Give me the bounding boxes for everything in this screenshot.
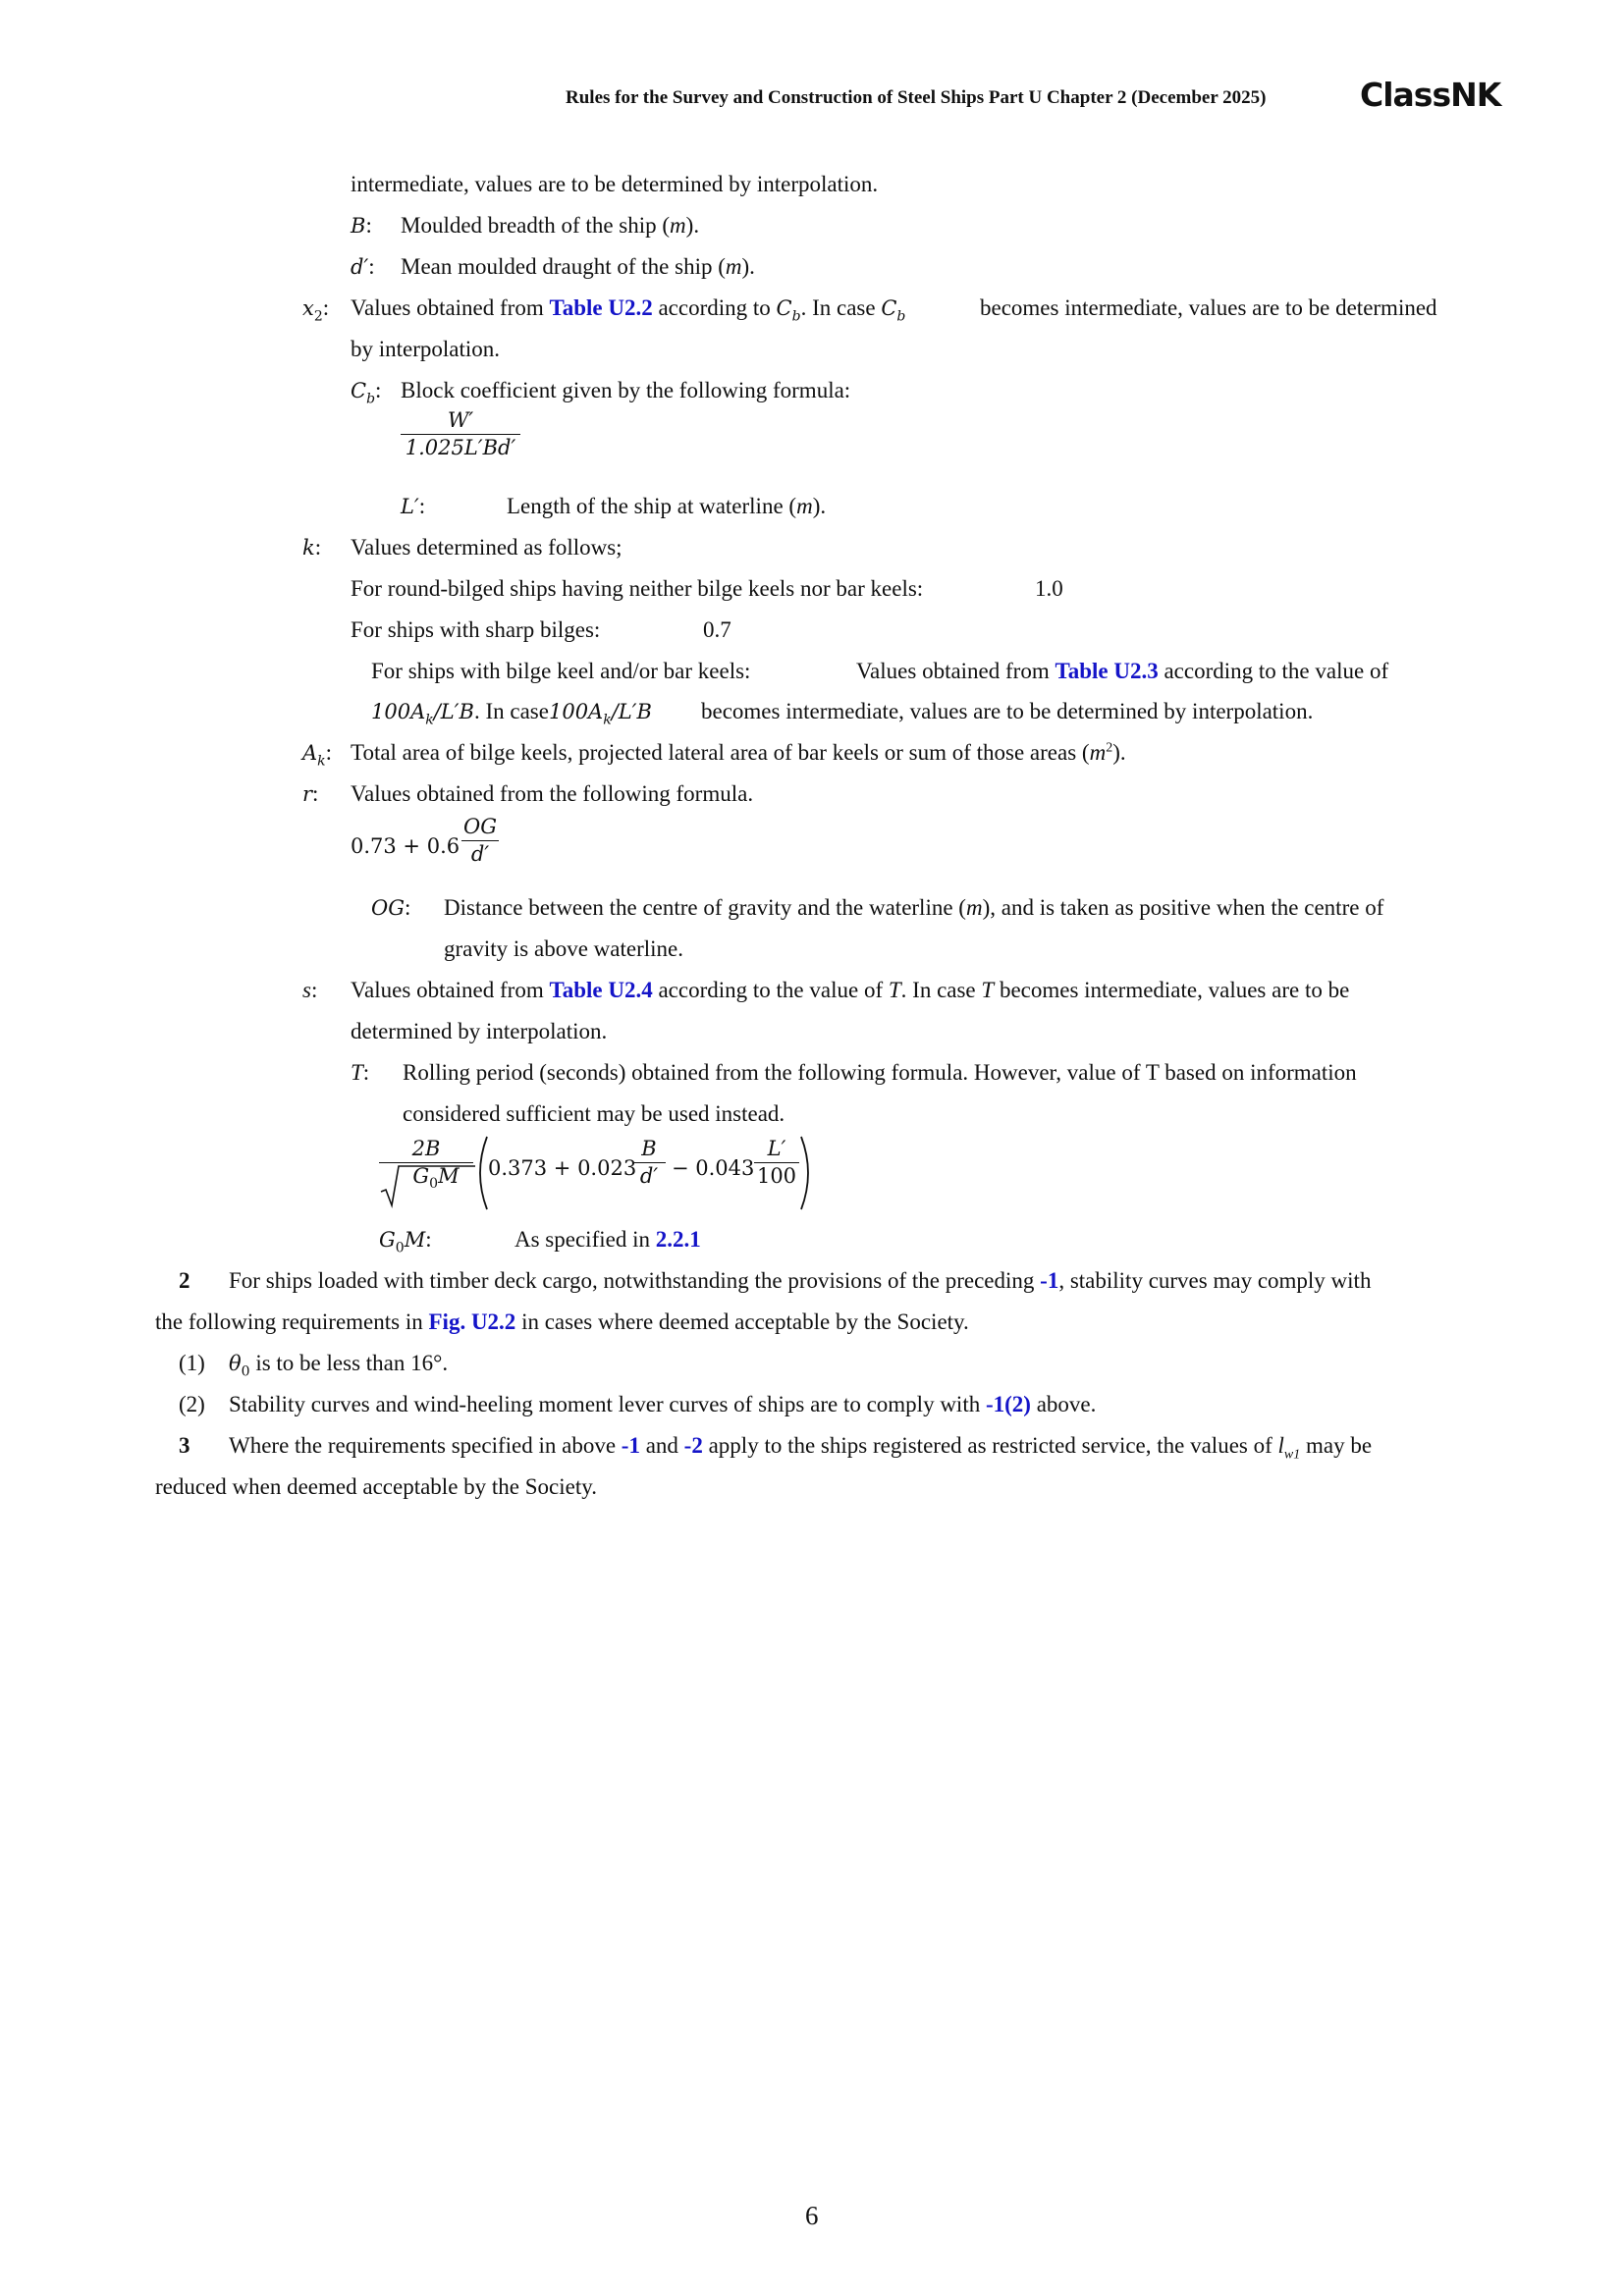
def-T-text: Rolling period (seconds) obtained from the following formula. However, value of T based on information [403, 1060, 1357, 1085]
k-sharp-bilges: For ships with sharp bilges: [351, 617, 601, 642]
para-3-line2: reduced when deemed acceptable by the Society. [155, 1474, 597, 1499]
para-3-number: 3 [179, 1433, 190, 1458]
k-sharp-value: 0.7 [703, 617, 731, 642]
item-1-number: (1) [179, 1351, 205, 1375]
def-d: d′: [351, 254, 375, 279]
item-1-text: $\theta_0$ is to be less than 16°. [229, 1351, 449, 1380]
link-minus-1[interactable]: -1 [621, 1433, 640, 1458]
running-header: Rules for the Survey and Construction of Steel Ships Part U Chapter 2 (December 2025) [566, 87, 1267, 108]
text-line: intermediate, values are to be determined by interpolation. [351, 172, 879, 196]
def-og-text2: gravity is above waterline. [444, 936, 683, 961]
link-minus-1[interactable]: -1 [1040, 1268, 1059, 1293]
def-s: s: [302, 978, 318, 1002]
formula-T-term2: − 0.043 [672, 1156, 755, 1180]
link-table-u2-2[interactable]: Table U2.2 [549, 295, 653, 320]
def-g0m-text: As specified in 2.2.1 [514, 1227, 701, 1252]
k-bilge-keels-line2-end: becomes intermediate, values are to be determined by interpolation. [701, 699, 1314, 723]
right-paren [799, 1135, 815, 1211]
para-3-line1: Where the requirements specified in above -1 and -2 apply to the ships registered as restricted service, the values of $l_{w1}$ may be [229, 1433, 1373, 1463]
k-round-bilged: For round-bilged ships having neither bilge keels nor bar keels: [351, 576, 924, 601]
def-k-text: Values determined as follows; [351, 535, 623, 560]
text-line: determined by interpolation. [351, 1019, 608, 1043]
k-bilge-keels-value: Values obtained from Table U2.3 according to the value of [856, 659, 1389, 683]
formula-T-lead-fraction: 2B $G_0M$ [379, 1139, 473, 1191]
def-L: L′: [401, 494, 426, 518]
para-2-number: 2 [179, 1268, 190, 1293]
def-r: r: [302, 781, 319, 806]
def-r-text: Values obtained from the following formula. [351, 781, 754, 806]
link-table-u2-3[interactable]: Table U2.3 [1055, 659, 1159, 683]
para-2-line2: the following requirements in Fig. U2.2 in cases where deemed acceptable by the Society. [155, 1309, 969, 1334]
def-g0m: $G_0M$: [379, 1227, 432, 1256]
link-minus-2[interactable]: -2 [683, 1433, 703, 1458]
page-number: 6 [805, 2201, 819, 2230]
def-x2: $x_2$: [302, 295, 330, 325]
def-cb: $C_b$: [351, 378, 382, 407]
link-2-2-1[interactable]: 2.2.1 [655, 1227, 701, 1252]
k-round-value: 1.0 [1035, 576, 1063, 601]
def-T-text2: considered sufficient may be used instead. [403, 1101, 785, 1126]
formula-T-L-over-100: L′ 100 [754, 1139, 799, 1187]
def-x2-text: Values obtained from Table U2.2 according to $C_b$. In case $C_b$ [351, 295, 906, 325]
def-L-text: Length of the ship at waterline (m). [507, 494, 827, 518]
k-bilge-keels: For ships with bilge keel and/or bar keels: [371, 659, 751, 683]
def-x2-text-end: becomes intermediate, values are to be determined [980, 295, 1437, 320]
formula-T-term1: 0.373 + 0.023 [488, 1156, 637, 1180]
link-fig-u2-2[interactable]: Fig. U2.2 [428, 1309, 516, 1334]
def-ak-text: Total area of bilge keels, projected lateral area of bar keels or sum of those areas $(m^2)$. [351, 740, 1126, 765]
def-T: T: [351, 1060, 370, 1085]
formula-r-lhs: 0.73 + 0.6 [351, 834, 460, 858]
def-d-text: Mean moulded draught of the ship (m). [401, 254, 755, 279]
link-minus-1-2[interactable]: -1(2) [985, 1392, 1031, 1416]
def-og-text: Distance between the centre of gravity and the waterline (m), and is taken as positive when the centre of [444, 895, 1384, 920]
def-B: B: [351, 213, 372, 238]
classnk-logo: ClassNK [1360, 76, 1501, 114]
formula-T-B-over-d: B d′ [632, 1139, 666, 1187]
item-2-text: Stability curves and wind-heeling moment lever curves of ships are to comply with -1(2) above. [229, 1392, 1097, 1416]
def-s-text: Values obtained from Table U2.4 according to the value of T. In case T becomes intermediate, values are to be [351, 978, 1350, 1002]
item-2-number: (2) [179, 1392, 205, 1416]
k-bilge-keels-line2: $100A_k/L'B$. In $case100A_k/L'B$ [371, 699, 652, 728]
sqrt-sign [379, 1162, 477, 1209]
formula-cb: W′ 1.025L′Bd′ [401, 410, 520, 458]
def-og: OG: [371, 895, 411, 920]
def-cb-text: Block coefficient given by the following formula: [401, 378, 851, 402]
formula-r-fraction: OG d′ [463, 815, 497, 866]
para-2-line1: For ships loaded with timber deck cargo, notwithstanding the provisions of the preceding -1, stability curves may comply with [229, 1268, 1372, 1293]
def-k: k: [302, 535, 322, 560]
link-table-u2-4[interactable]: Table U2.4 [549, 978, 653, 1002]
text-line: by interpolation. [351, 337, 501, 361]
def-ak: $A_k$: [302, 740, 333, 770]
left-paren [473, 1135, 489, 1211]
def-B-text: Moulded breadth of the ship (m). [401, 213, 700, 238]
